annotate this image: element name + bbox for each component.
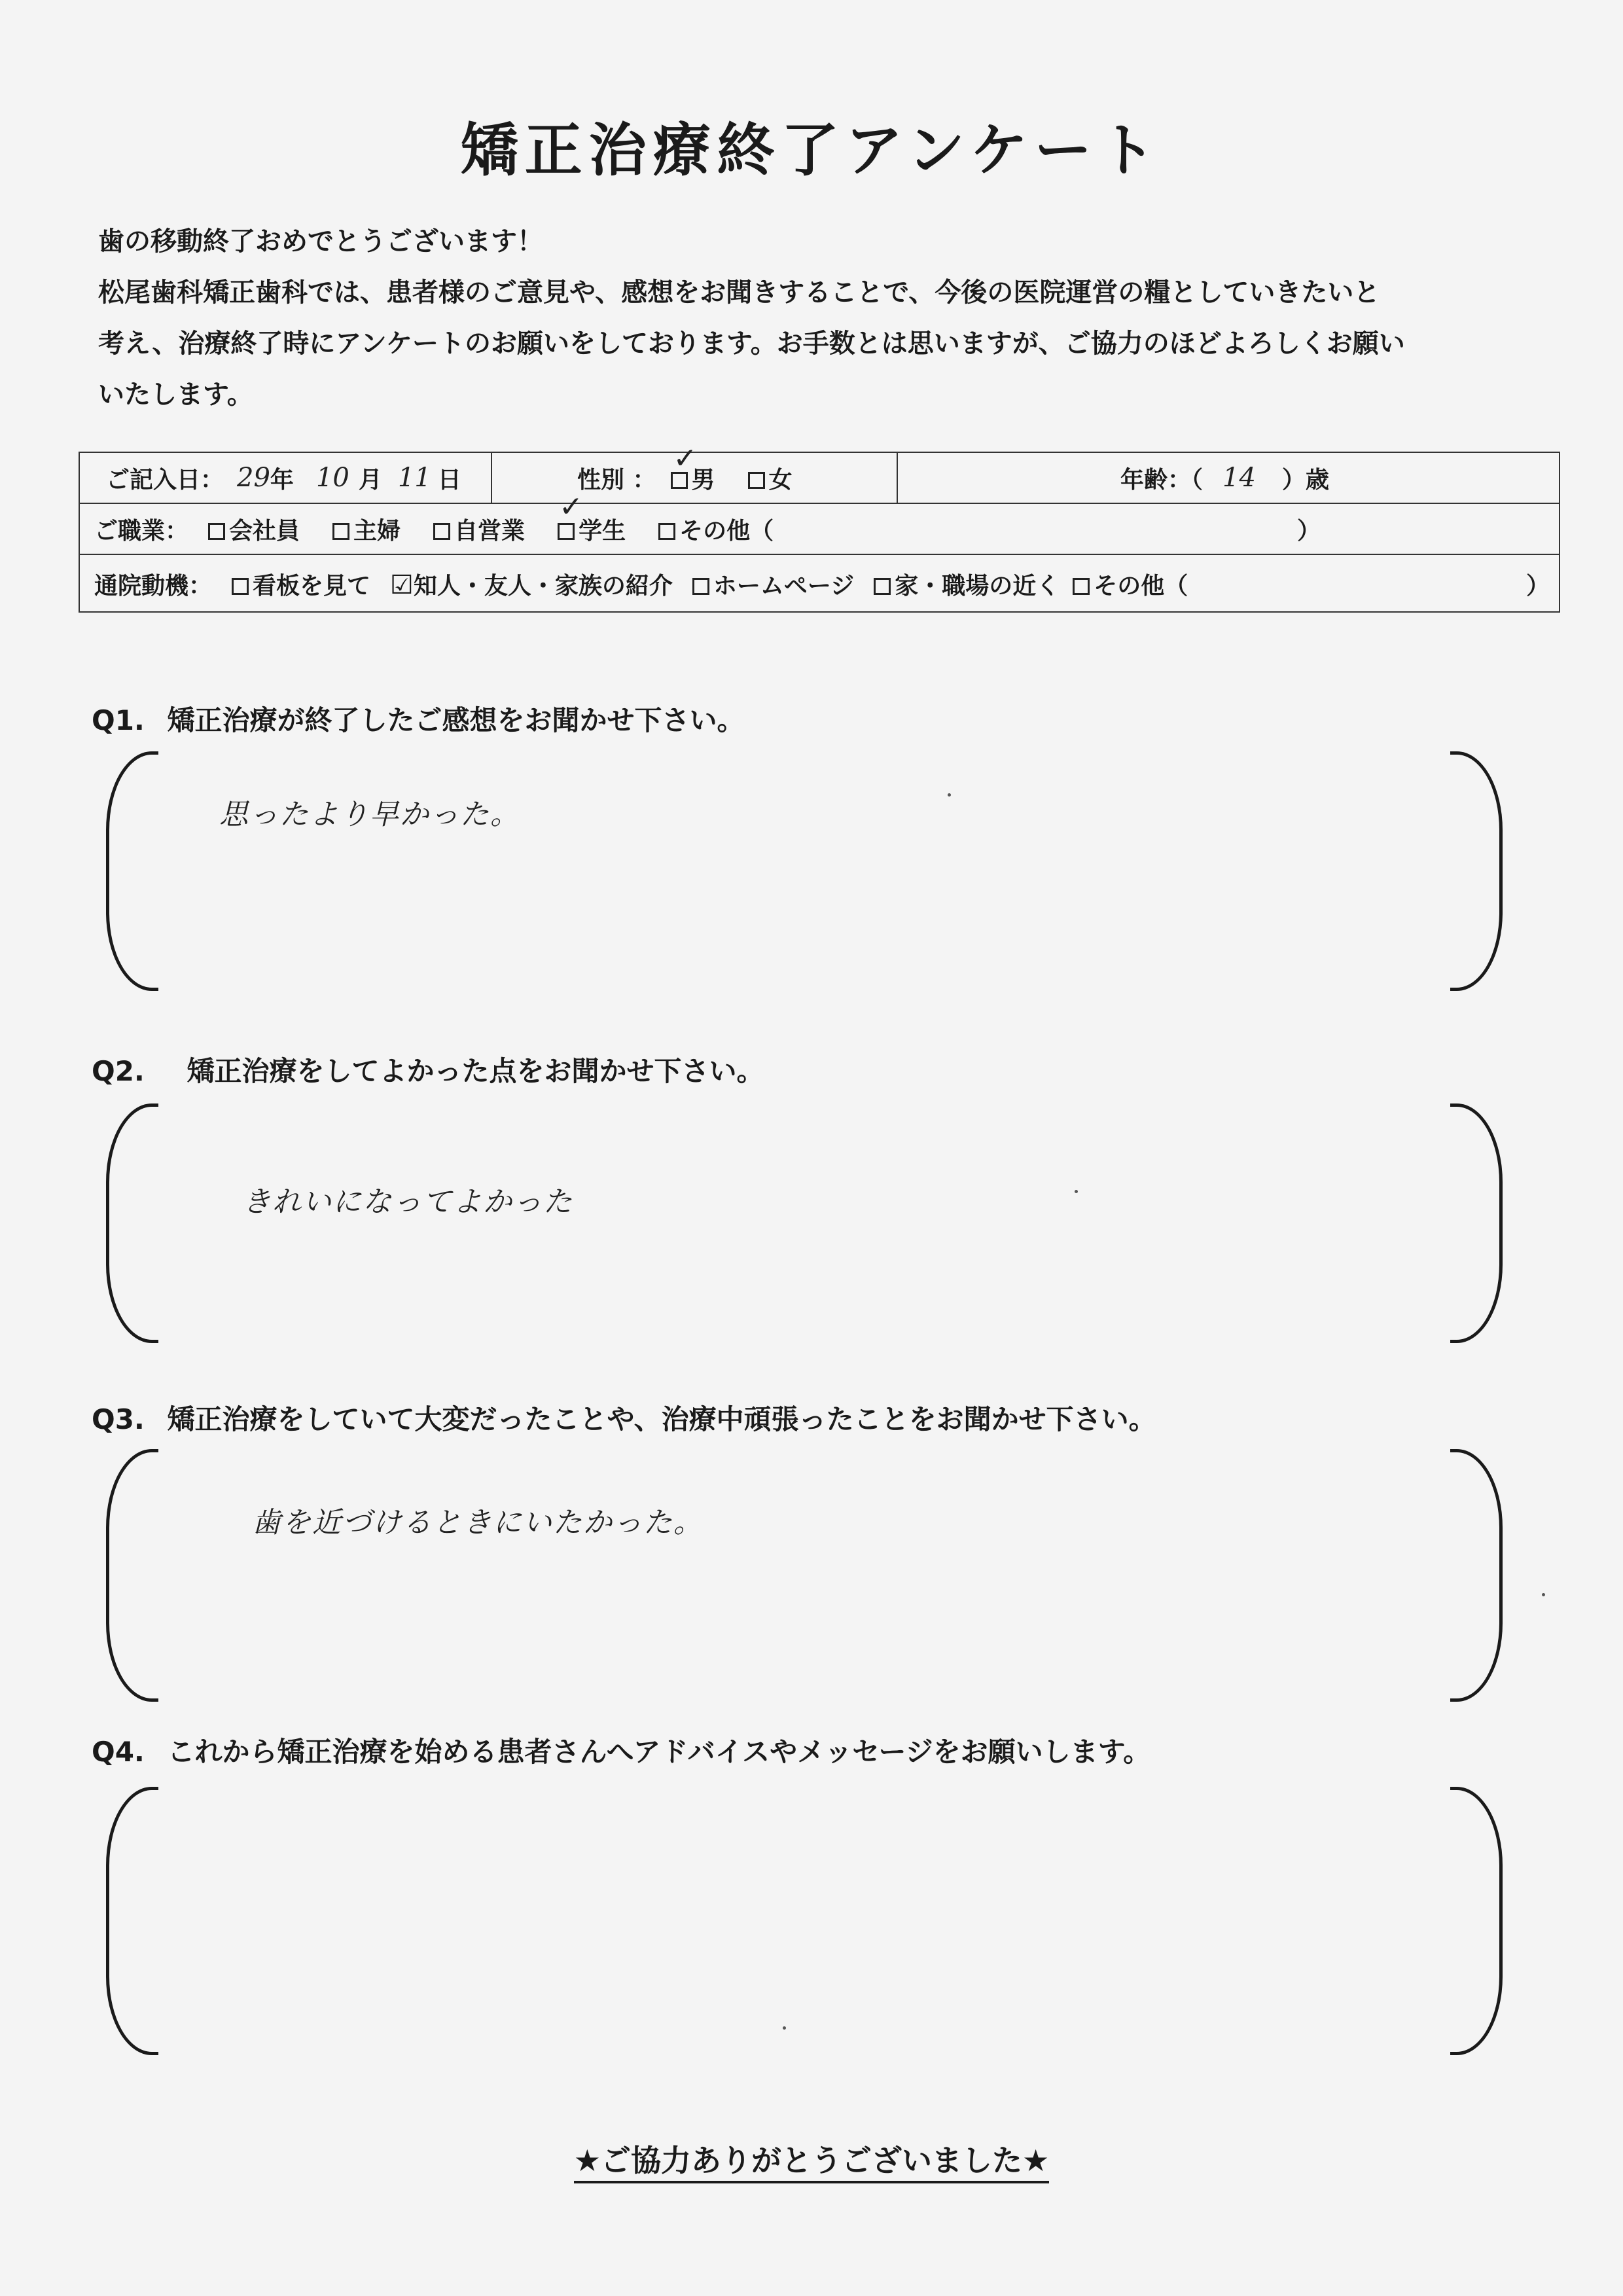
checkbox-icon[interactable] bbox=[332, 523, 349, 540]
checkbox-icon[interactable] bbox=[692, 578, 709, 595]
question-number: Q4. bbox=[92, 1736, 145, 1768]
motive-option-nearby[interactable]: 家・職場の近く bbox=[874, 567, 1060, 601]
question-text: 矯正治療が終了したご感想をお聞かせ下さい。 bbox=[167, 704, 745, 736]
answer-bracket-left bbox=[106, 751, 158, 991]
answer-1[interactable]: 思ったより早かった。 bbox=[219, 798, 520, 831]
motive-option-homepage[interactable]: ホームページ bbox=[692, 567, 854, 601]
gender-field bbox=[577, 441, 793, 503]
check-mark-icon: ✓ bbox=[559, 490, 583, 524]
gender-option-female[interactable]: 女 bbox=[748, 461, 793, 495]
question-1 bbox=[92, 699, 745, 738]
intro-text bbox=[98, 216, 1538, 420]
answer-bracket-right bbox=[1450, 1449, 1503, 1702]
answer-bracket-right bbox=[1450, 751, 1503, 991]
info-row-motive bbox=[80, 555, 1559, 613]
scan-speck bbox=[1075, 1190, 1078, 1193]
date-day-value: 11 bbox=[397, 463, 431, 493]
checkbox-icon[interactable] bbox=[748, 472, 765, 489]
question-number: Q2. bbox=[92, 1055, 145, 1087]
checkbox-icon[interactable] bbox=[558, 523, 575, 540]
scan-speck bbox=[783, 2026, 786, 2030]
occupation-option-employee[interactable]: 会社員 bbox=[208, 512, 300, 546]
age-suffix: ）歳 bbox=[1281, 466, 1329, 493]
motive-label: 通院動機： bbox=[94, 572, 213, 600]
question-text: 矯正治療をしていて大変だったことや、治療中頑張ったことをお聞かせ下さい。 bbox=[167, 1403, 1156, 1435]
motive-option-referral[interactable]: ☑知人・友人・家族の紹介 bbox=[390, 569, 673, 600]
thank-you-footer bbox=[0, 2137, 1623, 2180]
question-text: これから矯正治療を始める患者さんへアドバイスやメッセージをお願いします。 bbox=[167, 1736, 1151, 1768]
info-row-date-gender-age bbox=[80, 441, 1559, 504]
date-label: ご記入日： bbox=[106, 466, 224, 493]
checkbox-icon[interactable] bbox=[232, 578, 249, 595]
checkbox-icon[interactable] bbox=[658, 523, 675, 540]
day-unit: 日 bbox=[437, 466, 461, 493]
survey-title: 矯正治療終了アンケート bbox=[460, 117, 1163, 184]
info-row-occupation bbox=[80, 490, 1559, 555]
month-unit: 月 bbox=[358, 466, 382, 493]
age-field[interactable] bbox=[1120, 453, 1329, 503]
motive-option-other[interactable]: その他（ bbox=[1073, 567, 1188, 601]
date-field[interactable] bbox=[106, 453, 461, 503]
motive-other-close: ） bbox=[1526, 572, 1550, 600]
answer-bracket-right bbox=[1450, 1787, 1503, 2055]
year-unit: 年 bbox=[270, 466, 294, 493]
question-3 bbox=[92, 1398, 1156, 1437]
question-4 bbox=[92, 1731, 1150, 1770]
age-value: 14 bbox=[1222, 463, 1256, 493]
occupation-option-self-employed[interactable]: 自営業 bbox=[433, 512, 525, 546]
checkbox-icon[interactable] bbox=[433, 523, 450, 540]
answer-bracket-right bbox=[1450, 1103, 1503, 1343]
table-divider bbox=[491, 453, 492, 503]
occupation-other-close: ） bbox=[1297, 517, 1321, 545]
intro-line: いたします。 bbox=[98, 380, 253, 410]
answer-bracket-left bbox=[106, 1787, 158, 2055]
checkbox-icon[interactable] bbox=[1073, 578, 1090, 595]
motive-field bbox=[94, 555, 1188, 613]
intro-line: 歯の移動終了おめでとうございます！ bbox=[98, 226, 543, 257]
checkbox-icon[interactable] bbox=[208, 523, 225, 540]
intro-line: 松尾歯科矯正歯科では、患者様のご意見や、感想をお聞きすることで、今後の医院運営の糧としていきたいと bbox=[98, 278, 1380, 308]
question-text: 矯正治療をしてよかった点をお聞かせ下さい。 bbox=[187, 1055, 764, 1087]
scan-speck bbox=[948, 793, 951, 797]
gender-option-male[interactable]: 男 ✓ bbox=[671, 461, 715, 495]
occupation-label: ご職業： bbox=[94, 517, 189, 545]
date-month-value: 10 bbox=[315, 463, 349, 493]
checked-box-icon[interactable]: ☑ bbox=[390, 569, 414, 600]
question-2 bbox=[92, 1050, 764, 1089]
checkbox-icon[interactable] bbox=[874, 578, 891, 595]
question-number: Q1. bbox=[92, 704, 145, 736]
age-label: 年齢：（ bbox=[1120, 466, 1204, 493]
occupation-option-housewife[interactable]: 主婦 bbox=[332, 512, 401, 546]
date-year-value: 29 bbox=[237, 463, 270, 493]
table-divider bbox=[897, 453, 898, 503]
footer-text: ★ご協力ありがとうございました★ bbox=[574, 2143, 1049, 2183]
answer-bracket-left bbox=[106, 1449, 158, 1702]
answer-3[interactable]: 歯を近づけるときにいたかった。 bbox=[252, 1506, 704, 1539]
scan-speck bbox=[1542, 1593, 1545, 1596]
question-number: Q3. bbox=[92, 1403, 145, 1435]
occupation-option-student[interactable]: 学生 ✓ bbox=[559, 490, 626, 545]
occupation-option-other[interactable]: その他（ bbox=[658, 512, 774, 546]
motive-option-signboard[interactable]: 看板を見て bbox=[232, 567, 370, 601]
check-mark-icon: ✓ bbox=[673, 441, 698, 475]
intro-line: 考え、治療終了時にアンケートのお願いをしております。お手数とは思いますが、ご協力のほどよろしくお願い bbox=[98, 329, 1405, 359]
occupation-field bbox=[94, 490, 774, 554]
answer-2[interactable]: きれいになってよかった bbox=[242, 1185, 573, 1219]
gender-label: 性別 ： bbox=[577, 466, 656, 493]
respondent-info-table bbox=[79, 441, 1560, 613]
answer-bracket-left bbox=[106, 1103, 158, 1343]
